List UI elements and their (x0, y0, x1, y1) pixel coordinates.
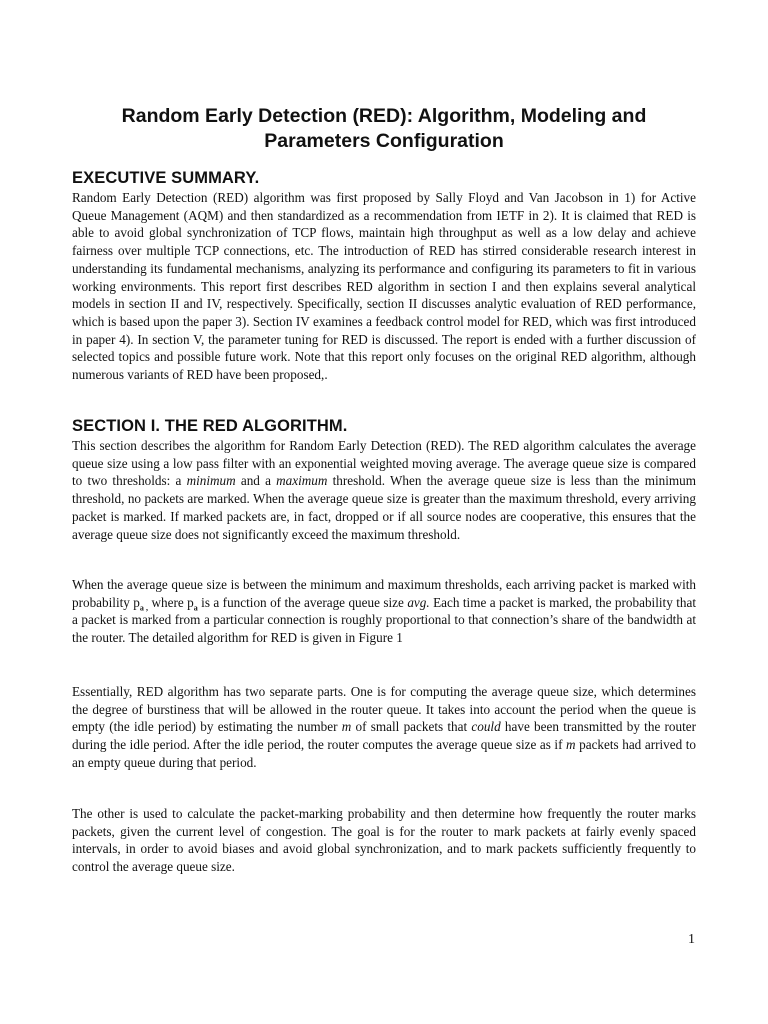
section-1-paragraph-4: The other is used to calculate the packet-marking probability and then determine how frequently the router marks packets, given the current level of congestion. The goal is for the router to mark packets at fairly evenly spaced intervals, in order to avoid biases and avoid global synchronization, and to mark packets sufficiently frequently to control the average queue size. (72, 806, 696, 875)
executive-summary-heading: EXECUTIVE SUMMARY. (72, 169, 260, 187)
section-1-heading: SECTION I. THE RED ALGORITHM. (72, 417, 348, 435)
section-1-paragraph-2: When the average queue size is between the minimum and maximum thresholds, each arriving packet is marked with probability $p_{a ,}$ where $p_a$ is a function of the average queue size avg. Each time a packet is marked, the probability that a packet is marked from a particular connection is roughly proportional to that connection’s share of the bandwidth at the router. The detailed algorithm for RED is given in Figure 1 (72, 577, 697, 646)
section-1-paragraph-1: This section describes the algorithm for Random Early Detection (RED). The RED algorithm calculates the average queue size using a low pass filter with an exponential weighted moving average. The average queue size is compared to two thresholds: a minimum and a maximum threshold. When the average queue size is less than the minimum threshold, no packets are marked. When the average queue size is greater than the maximum threshold, every arriving packet is marked. If marked packets are, in fact, dropped or if all source nodes are cooperative, this ensures that the average queue size does not significantly exceed the maximum threshold. (72, 438, 696, 542)
title-line-2: Parameters Configuration (264, 130, 504, 152)
executive-summary-paragraph: Random Early Detection (RED) algorithm was first proposed by Sally Floyd and Van Jacobson in 1) for Active Queue Management (AQM) and then standardized as a recommendation from IETF in 2). It is claimed that RED is able to avoid global synchronization of TCP flows, maintain high throughput as well as a low delay and achieve fairness over multiple TCP connections, etc. The introduction of RED has stirred considerable research interest in understanding its fundamental mechanisms, analyzing its performance and configuring its parameters to fit in various working environments. This report first describes RED algorithm in section I and then explains several analytical models in section II and IV, respectively. Specifically, section II discusses analytic evaluation of RED performance, which is based upon the paper 3). Section IV examines a feedback control model for RED, which was first introduced in paper 4). In section V, the parameter tuning for RED is discussed. The report is ended with a further discussion of selected topics and possible future work. Note that this report only focuses on the original RED algorithm, although numerous variants of RED have been proposed,. (72, 190, 696, 383)
document-title (72, 104, 696, 154)
page-number: 1 (688, 932, 695, 947)
section-1-paragraph-3: Essentially, RED algorithm has two separate parts. One is for computing the average queue size, which determines the degree of burstiness that will be allowed in the router queue. It takes into account the period when the queue is empty (the idle period) by estimating the number m of small packets that could have been transmitted by the router during the idle period. After the idle period, the router computes the average queue size as if m packets had arrived to an empty queue during that period. (72, 684, 697, 770)
title-line-1: Random Early Detection (RED): Algorithm, Modeling and (121, 105, 647, 127)
